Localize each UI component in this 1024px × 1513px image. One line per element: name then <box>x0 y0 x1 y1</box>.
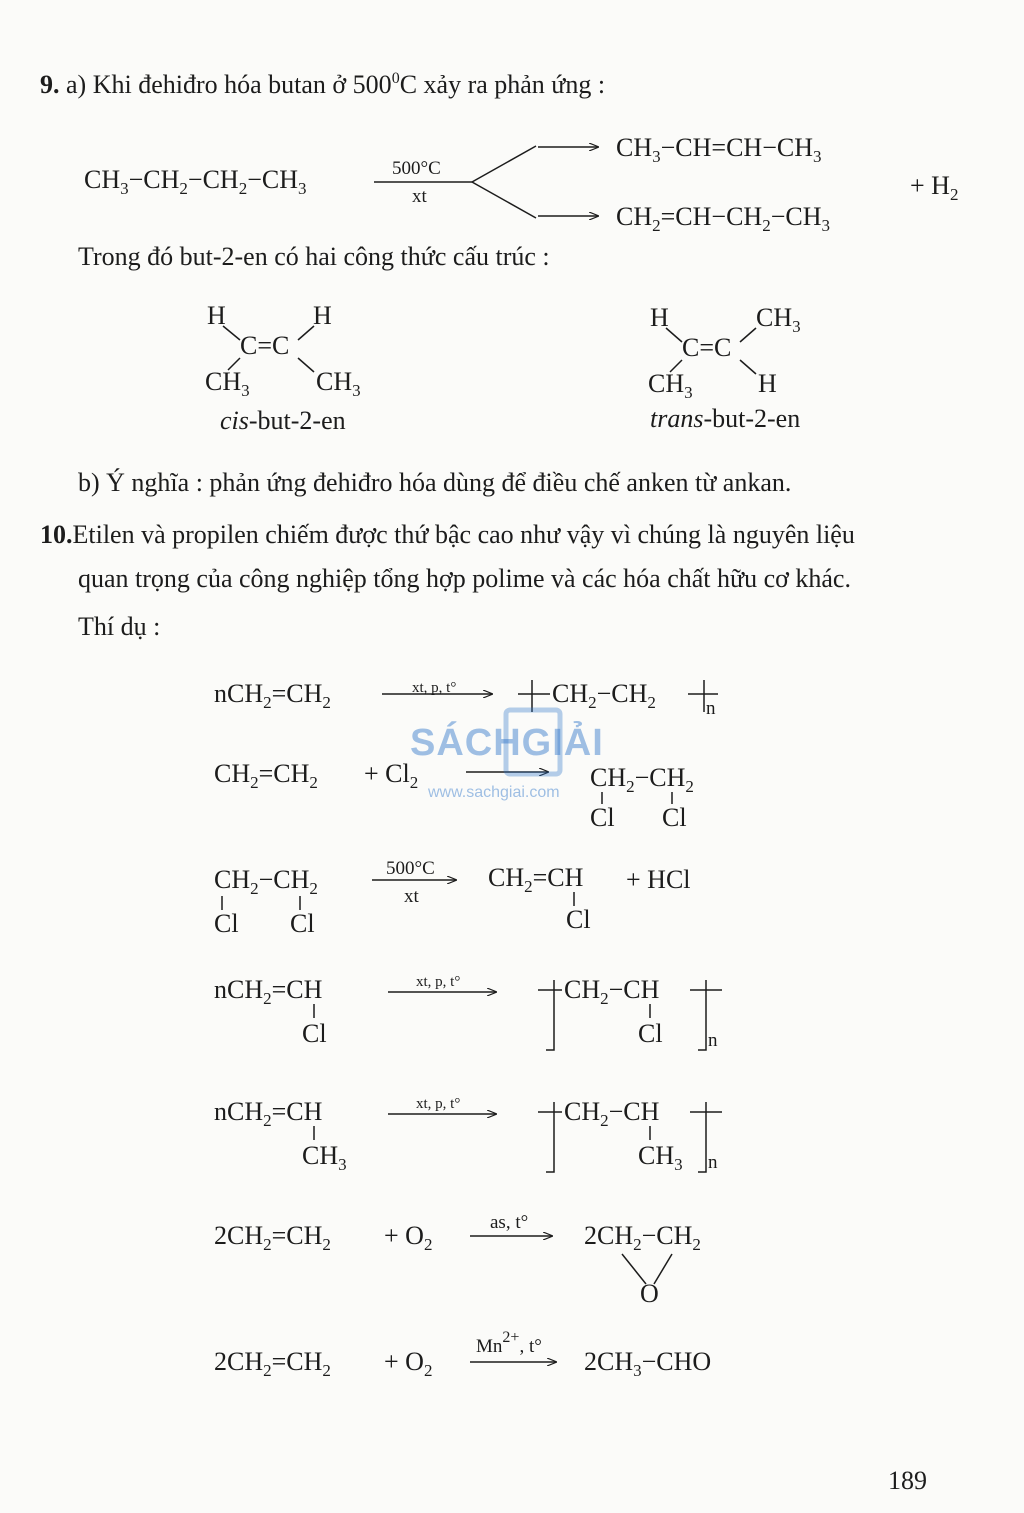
cis-h2: H <box>313 301 332 330</box>
cis-bond-me2 <box>298 358 314 372</box>
r7-cond: $Mn^{2+}$, t° <box>476 1329 542 1357</box>
r5-left: nCH$_2$=CH <box>214 1097 323 1130</box>
r4-left-cl: Cl <box>302 1019 327 1048</box>
r1-n: n <box>706 698 716 719</box>
trans-bond-me1 <box>740 328 756 342</box>
watermark-book-icon <box>506 710 560 774</box>
r4-product: $CH_2-CH$ <box>564 975 660 1008</box>
r7-left: $2CH_2=CH_2$ <box>214 1347 331 1380</box>
r1-product: $CH_2-CH_2$ <box>552 679 656 712</box>
q9-cond-top: 500°C <box>392 158 441 179</box>
r6-plus: + $O_2$ <box>384 1221 433 1254</box>
r5-cond: xt, p, t° <box>416 1096 461 1112</box>
trans-me2: $CH_3$ <box>648 369 693 402</box>
trans-name: trans-but-2-en <box>650 404 801 433</box>
q10-line-1: 10.Etilen và propilen chiếm được thứ bậc cao như vậy vì chúng là nguyên liệu <box>40 520 855 549</box>
q9-product-2: $CH_2=CH-CH_2-CH_3$ <box>616 202 830 235</box>
r4-bracket-left <box>538 980 562 1050</box>
q10-number: 10. <box>40 520 73 549</box>
r4-product-cl: Cl <box>638 1019 663 1048</box>
cis-me2: $CH_3$ <box>316 367 361 400</box>
trans-bond-me2 <box>670 360 682 372</box>
cis-name: cis-but-2-en <box>220 406 346 435</box>
q9-branch-down <box>472 182 536 218</box>
r5-product: $CH_2-CH$ <box>564 1097 660 1130</box>
q9-line-a: 9. a) Khi đehiđro hóa butan ở $500^0C$ xảy ra phản ứng : <box>40 70 606 99</box>
r5-left-me: $CH_3$ <box>302 1141 347 1174</box>
page-number: 189 <box>888 1466 927 1495</box>
trans-h1: H <box>650 303 669 332</box>
watermark-logo: SÁCHGIẢI <box>410 722 604 764</box>
r6-cond: as, t° <box>490 1212 529 1233</box>
trans-me1: $CH_3$ <box>756 303 801 336</box>
r4-left: nCH$_2$=CH <box>214 975 323 1008</box>
r2-cl1: Cl <box>590 803 615 832</box>
q10-example: Thí dụ : <box>78 612 161 641</box>
cis-bond-me1 <box>228 358 240 370</box>
cis-bond-h2 <box>298 326 314 340</box>
r2-cl2: Cl <box>662 803 687 832</box>
q9-part-b: b) Ý nghĩa : phản ứng đehiđro hóa dùng để điều chế anken từ ankan. <box>78 468 792 497</box>
r4-cond: xt, p, t° <box>416 974 461 990</box>
r1-cond: xt, p, t° <box>412 680 457 696</box>
q9-byproduct: + $H_2$ <box>910 171 959 204</box>
r4-bracket-right <box>690 980 722 1050</box>
cis-me1: $CH_3$ <box>205 367 250 400</box>
q10-line-2: quan trọng của công nghiệp tổng hợp polime và các hóa chất hữu cơ khác. <box>78 564 851 593</box>
trans-h2: H <box>758 369 777 398</box>
r7-plus: + $O_2$ <box>384 1347 433 1380</box>
r3-cl1: Cl <box>214 909 239 938</box>
q9-product-1: $CH_3-CH=CH-CH_3$ <box>616 133 822 166</box>
r5-product-me: $CH_3$ <box>638 1141 683 1174</box>
r3-cond-top: 500°C <box>386 858 435 879</box>
r3-plus-hcl: + HCl <box>626 865 691 894</box>
r6-epoxide-right <box>654 1254 672 1284</box>
r6-product: $2CH_2-CH_2$ <box>584 1221 701 1254</box>
r3-left: $CH_2-CH_2$ <box>214 865 318 898</box>
r1-left: $nCH_2=CH_2$ <box>214 679 331 712</box>
q9-reactant: $CH_3-CH_2-CH_2-CH_3$ <box>84 165 307 198</box>
q9-number: 9. <box>40 70 60 99</box>
q9-structures-intro: Trong đó but-2-en có hai công thức cấu trúc : <box>78 242 550 271</box>
r6-epoxide-left <box>622 1254 646 1284</box>
cis-cc: C=C <box>240 331 290 360</box>
cis-bond-h1 <box>223 326 240 340</box>
r3-cl2: Cl <box>290 909 315 938</box>
r3-product: $CH_2=CH$ <box>488 863 584 896</box>
r7-product: $2CH_3-CHO$ <box>584 1347 712 1380</box>
r6-oxygen: O <box>640 1279 659 1308</box>
r6-left: $2CH_2=CH_2$ <box>214 1221 331 1254</box>
r2-product: $CH_2-CH_2$ <box>590 763 694 796</box>
q9-cond-bottom: xt <box>412 186 427 207</box>
r2-left: $CH_2=CH_2$ <box>214 759 318 792</box>
watermark-url: www.sachgiai.com <box>428 784 560 801</box>
trans-cc: C=C <box>682 333 732 362</box>
r4-n: n <box>708 1030 718 1051</box>
r5-bracket-left <box>538 1102 562 1172</box>
r2-plus: + $Cl_2$ <box>364 759 419 792</box>
trans-bond-h2 <box>740 360 756 374</box>
q9-branch-up <box>472 146 536 182</box>
r3-product-cl: Cl <box>566 905 591 934</box>
trans-bond-h1 <box>666 328 682 342</box>
r5-bracket-right <box>690 1102 722 1172</box>
cis-h1: H <box>207 301 226 330</box>
r5-n: n <box>708 1152 718 1173</box>
r3-cond-bottom: xt <box>404 886 419 907</box>
